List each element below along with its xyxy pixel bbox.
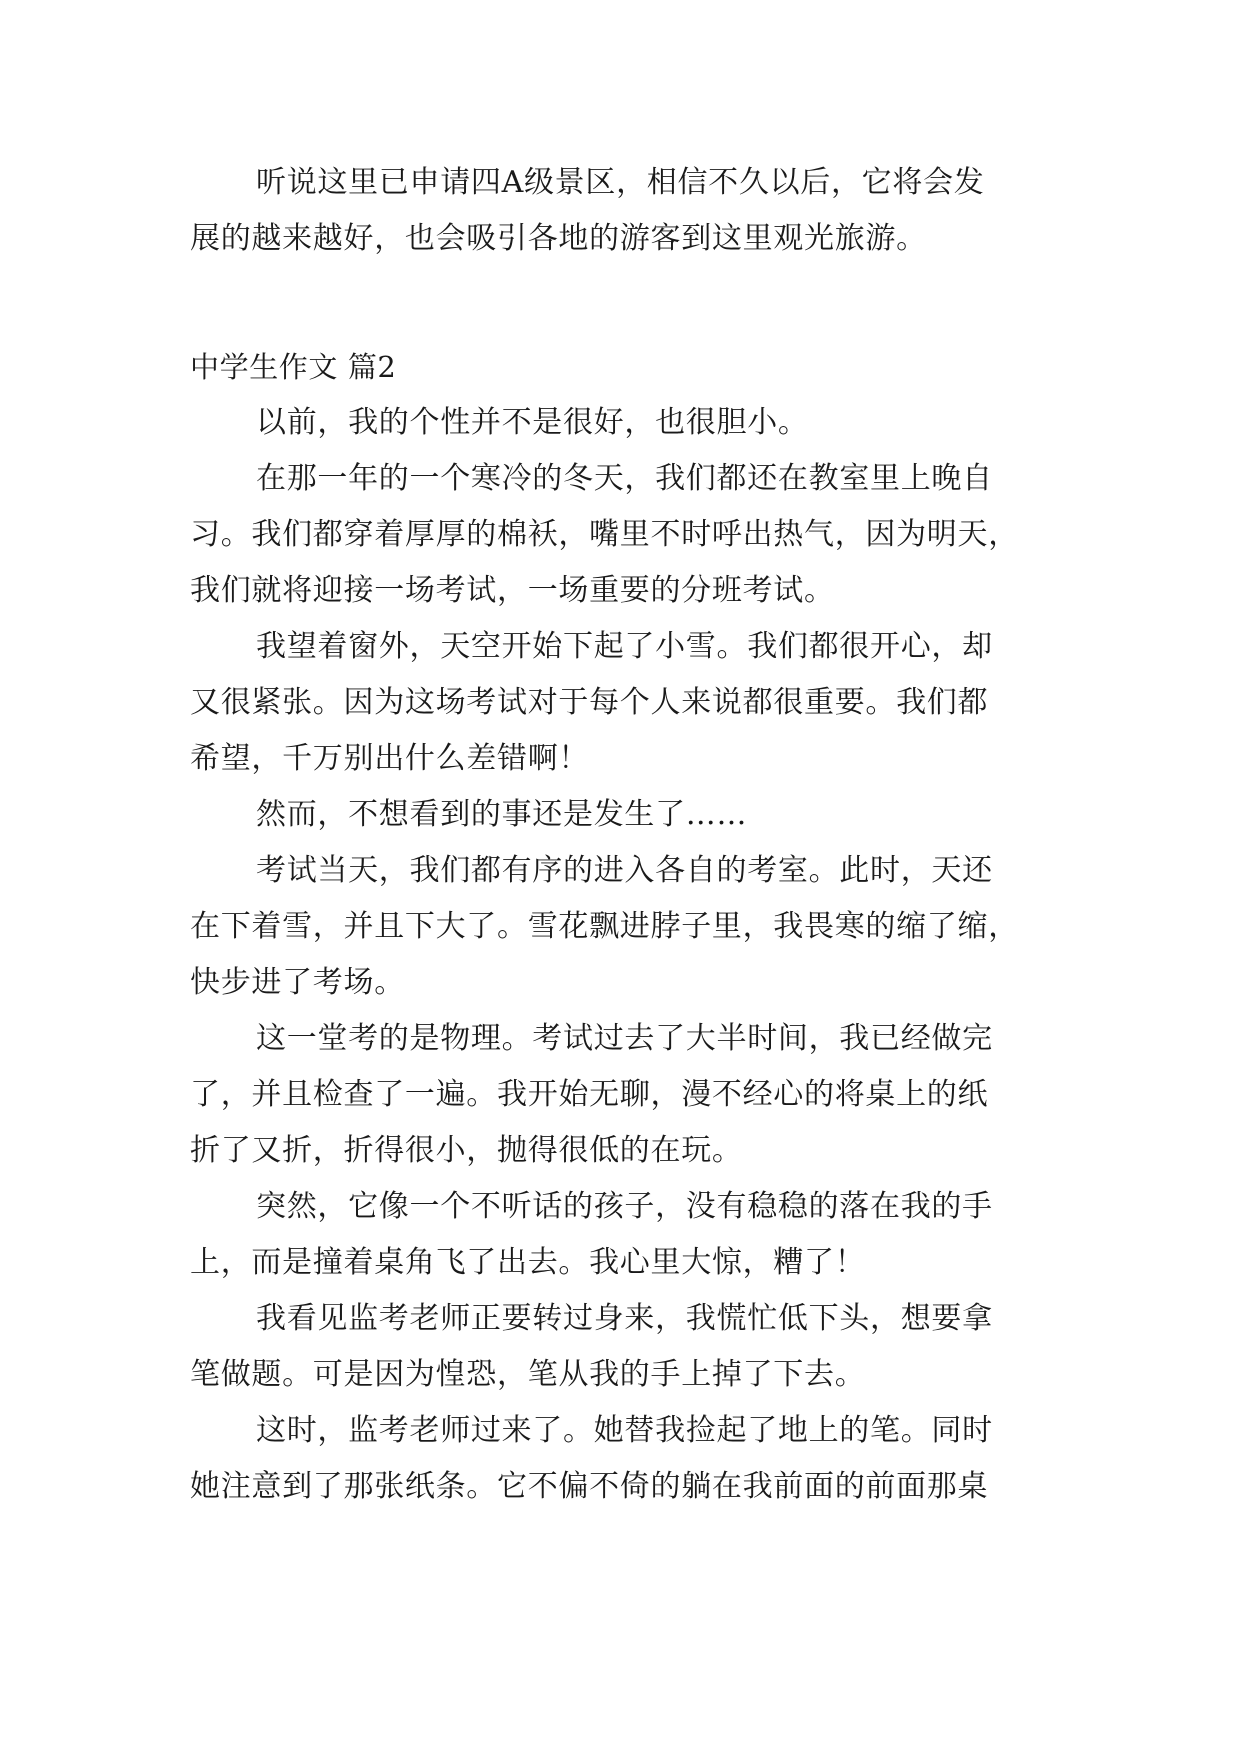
section-heading: 中学生作文 篇2 <box>190 350 397 384</box>
paragraph-line: 我望着窗外，天空开始下起了小雪。我们都很开心，却 <box>256 629 993 664</box>
paragraph <box>190 1403 1052 1515</box>
paragraph-line: 折了又折，折得很小，抛得很低的在玩。 <box>190 1133 743 1168</box>
paragraph-line: 在下着雪，并且下大了。雪花飘进脖子里，我畏寒的缩了缩， <box>190 909 1019 944</box>
paragraph-line: 她注意到了那张纸条。它不偏不倚的躺在我前面的前面那桌 <box>190 1469 989 1504</box>
paragraph-line: 习。我们都穿着厚厚的棉袄，嘴里不时呼出热气，因为明天， <box>190 517 1019 552</box>
paragraph-line: 突然，它像一个不听话的孩子，没有稳稳的落在我的手 <box>256 1189 993 1224</box>
document-page <box>190 155 1052 1515</box>
paragraph-line: 上，而是撞着桌角飞了出去。我心里大惊，糟了！ <box>190 1245 866 1280</box>
paragraph-line: 这时，监考老师过来了。她替我捡起了地上的笔。同时 <box>256 1413 993 1448</box>
paragraph-line: 希望，千万别出什么差错啊！ <box>190 741 590 776</box>
paragraph <box>190 451 1052 619</box>
paragraph <box>190 1011 1052 1179</box>
paragraph <box>190 395 1052 451</box>
paragraph-line: 然而，不想看到的事还是发生了…… <box>256 797 748 832</box>
paragraph <box>190 843 1052 1011</box>
paragraph-line: 考试当天，我们都有序的进入各自的考室。此时，天还 <box>256 853 993 888</box>
paragraph-line: 我们就将迎接一场考试，一场重要的分班考试。 <box>190 573 835 608</box>
paragraph <box>190 155 1052 267</box>
paragraph-line: 了，并且检查了一遍。我开始无聊，漫不经心的将桌上的纸 <box>190 1077 989 1112</box>
section-gap <box>190 267 1052 339</box>
paragraph-line: 以前，我的个性并不是很好，也很胆小。 <box>256 405 809 440</box>
paragraph <box>190 1179 1052 1291</box>
paragraph-line: 展的越来越好，也会吸引各地的游客到这里观光旅游。 <box>190 221 927 256</box>
paragraph-line: 在那一年的一个寒冷的冬天，我们都还在教室里上晚自 <box>256 461 993 496</box>
paragraph-line: 快步进了考场。 <box>190 965 405 1000</box>
paragraph <box>190 1291 1052 1403</box>
paragraph-line: 这一堂考的是物理。考试过去了大半时间，我已经做完 <box>256 1021 993 1056</box>
paragraph-line: 我看见监考老师正要转过身来，我慌忙低下头，想要拿 <box>256 1301 993 1336</box>
paragraph-line: 听说这里已申请四A级景区，相信不久以后，它将会发 <box>256 165 985 200</box>
paragraph-line: 又很紧张。因为这场考试对于每个人来说都很重要。我们都 <box>190 685 989 720</box>
paragraph-line: 笔做题。可是因为惶恐，笔从我的手上掉了下去。 <box>190 1357 866 1392</box>
paragraph <box>190 619 1052 787</box>
paragraph <box>190 787 1052 843</box>
